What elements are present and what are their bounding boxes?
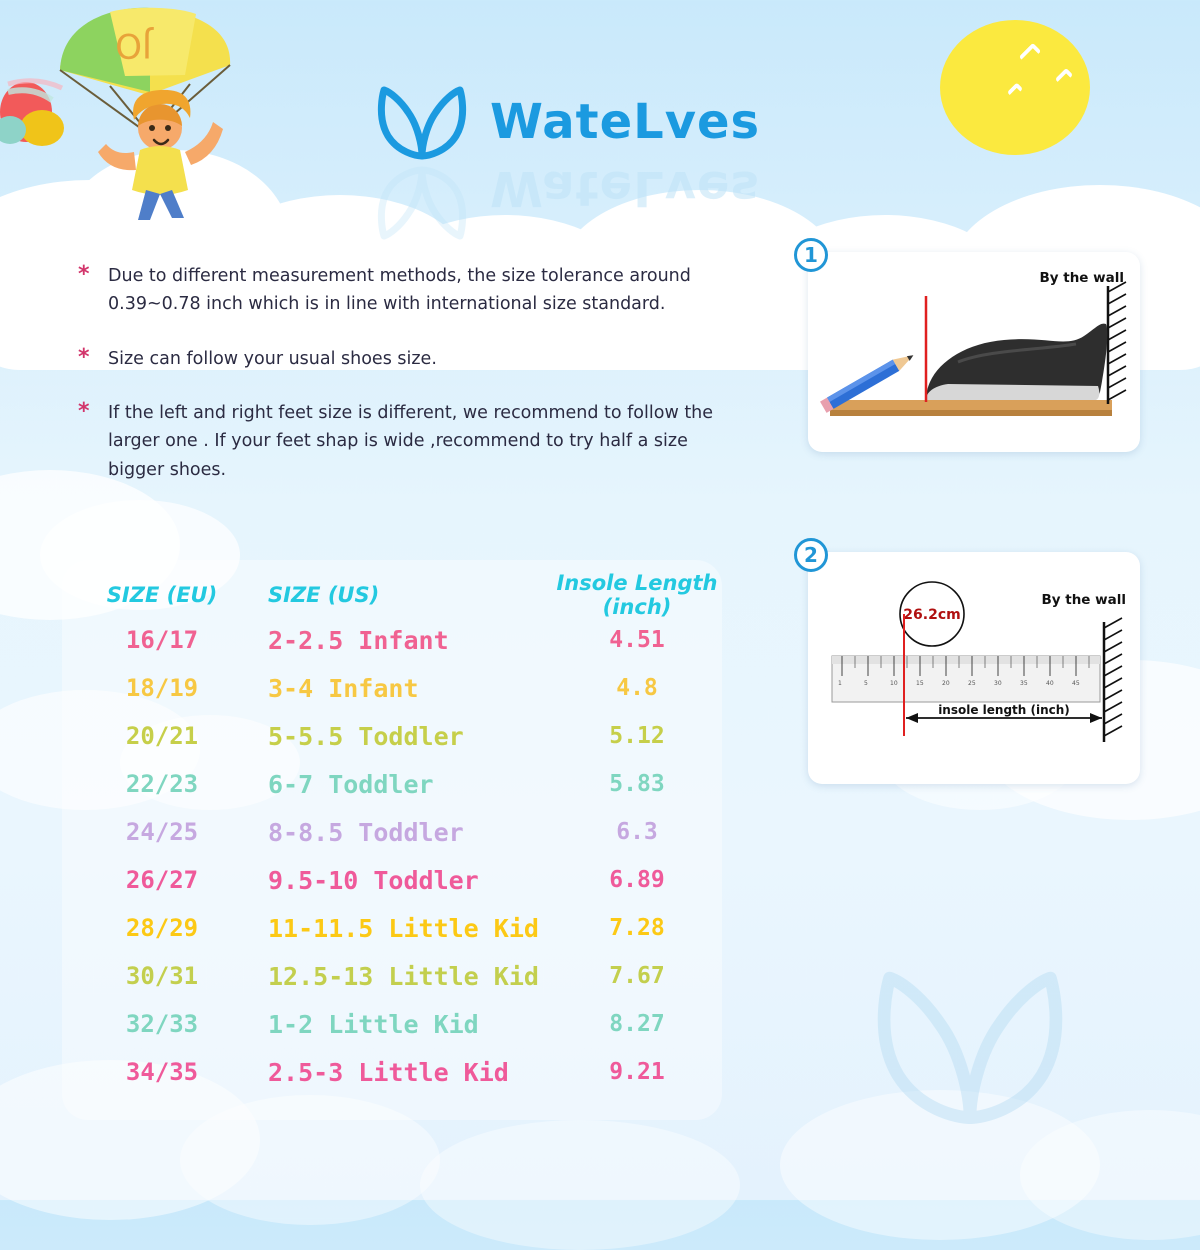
step-1-wall-label: By the wall (1039, 270, 1124, 286)
step-2-badge: 2 (794, 538, 828, 572)
note-text: Due to different measurement methods, the size tolerance around 0.39~0.78 inch which is in line with international size standard. (108, 266, 691, 315)
step-2-wall-label: By the wall (1041, 592, 1126, 608)
cell-size-eu: 16/17 (125, 626, 199, 654)
svg-text:30: 30 (994, 680, 1002, 687)
cell-insole-inch: 5.12 (609, 723, 665, 749)
tulip-leaf-logo-reflection-icon (370, 164, 474, 240)
svg-text:5: 5 (864, 680, 868, 687)
cell-size-us: 1-2 Little Kid (268, 1009, 479, 1039)
svg-text:26.2cm: 26.2cm (903, 607, 961, 623)
cell-insole-inch: 9.21 (609, 1059, 665, 1085)
cell-insole-inch: 4.8 (616, 675, 658, 701)
table-row (62, 712, 722, 760)
svg-text:40: 40 (1046, 680, 1054, 687)
cell-size-eu: 26/27 (125, 866, 199, 894)
cell-size-eu: 30/31 (125, 962, 199, 990)
cell-insole-inch: 5.83 (609, 771, 665, 797)
note-item (78, 345, 728, 373)
cell-size-us: 11-11.5 Little Kid (268, 913, 539, 943)
cell-size-us: 5-5.5 Toddler (268, 721, 464, 751)
table-header-row (62, 560, 722, 619)
note-text: Size can follow your usual shoes size. (108, 348, 437, 369)
cell-size-us: 9.5-10 Toddler (268, 865, 479, 895)
note-item (78, 262, 728, 319)
asterisk-icon: * (78, 344, 90, 370)
cell-size-eu: 32/33 (125, 1010, 199, 1038)
cell-insole-inch: 6.89 (609, 867, 665, 893)
cell-insole-inch: 6.3 (616, 819, 658, 845)
svg-text:15: 15 (916, 680, 924, 687)
cell-size-eu: 18/19 (125, 674, 199, 702)
cell-insole-inch: 8.27 (609, 1011, 665, 1037)
asterisk-icon: * (78, 399, 90, 425)
table-row (62, 616, 722, 664)
tulip-leaf-logo-icon (370, 86, 474, 162)
cell-size-us: 2-2.5 Infant (268, 625, 449, 655)
svg-text:20: 20 (942, 680, 950, 687)
cell-size-eu: 22/23 (125, 770, 199, 798)
cell-insole-inch: 4.51 (609, 627, 665, 653)
svg-text:25: 25 (968, 680, 976, 687)
parachute-kid-icon (0, 0, 300, 220)
step-1-badge: 1 (794, 238, 828, 272)
notes-list (78, 262, 728, 510)
svg-text:1: 1 (838, 680, 842, 687)
brand-name: WateLves (490, 94, 761, 150)
cell-size-us: 8-8.5 Toddler (268, 817, 464, 847)
svg-text:JO: JO (115, 25, 152, 65)
brand-logo (360, 80, 820, 240)
brand-name-reflection: WateLves (490, 160, 761, 216)
svg-text:35: 35 (1020, 680, 1028, 687)
cell-size-us: 12.5-13 Little Kid (268, 961, 539, 991)
asterisk-icon: * (78, 262, 90, 287)
table-row (62, 1048, 722, 1096)
table-row (62, 904, 722, 952)
cell-insole-inch: 7.67 (609, 963, 665, 989)
step-2-illustration (808, 552, 1140, 784)
size-chart-table (62, 560, 722, 1120)
cell-size-eu: 20/21 (125, 722, 199, 750)
svg-text:10: 10 (890, 680, 898, 687)
column-header-size-us: SIZE (US) (268, 583, 380, 607)
table-row (62, 856, 722, 904)
table-row (62, 1000, 722, 1048)
cell-size-eu: 34/35 (125, 1058, 199, 1086)
table-row (62, 760, 722, 808)
cell-insole-inch: 7.28 (609, 915, 665, 941)
note-item (78, 399, 728, 484)
cell-size-eu: 24/25 (125, 818, 199, 846)
table-row (62, 952, 722, 1000)
column-header-size-eu: SIZE (EU) (106, 583, 218, 607)
svg-text:45: 45 (1072, 680, 1080, 687)
cell-size-us: 3-4 Infant (268, 673, 419, 703)
cell-size-us: 2.5-3 Little Kid (268, 1057, 509, 1087)
table-row (62, 664, 722, 712)
table-row (62, 808, 722, 856)
column-header-insole-length: Insole Length (inch) (556, 571, 718, 619)
svg-text:insole length (inch): insole length (inch) (938, 703, 1070, 717)
cell-size-eu: 28/29 (125, 914, 199, 942)
step-2-card (808, 552, 1140, 784)
note-text: If the left and right feet size is different, we recommend to follow the larger one . If your feet shap is wide ,recommend to try half a size bigger shoes. (108, 403, 714, 480)
watermark-logo-icon (860, 960, 1080, 1140)
step-1-card (808, 252, 1140, 452)
cell-size-us: 6-7 Toddler (268, 769, 434, 799)
